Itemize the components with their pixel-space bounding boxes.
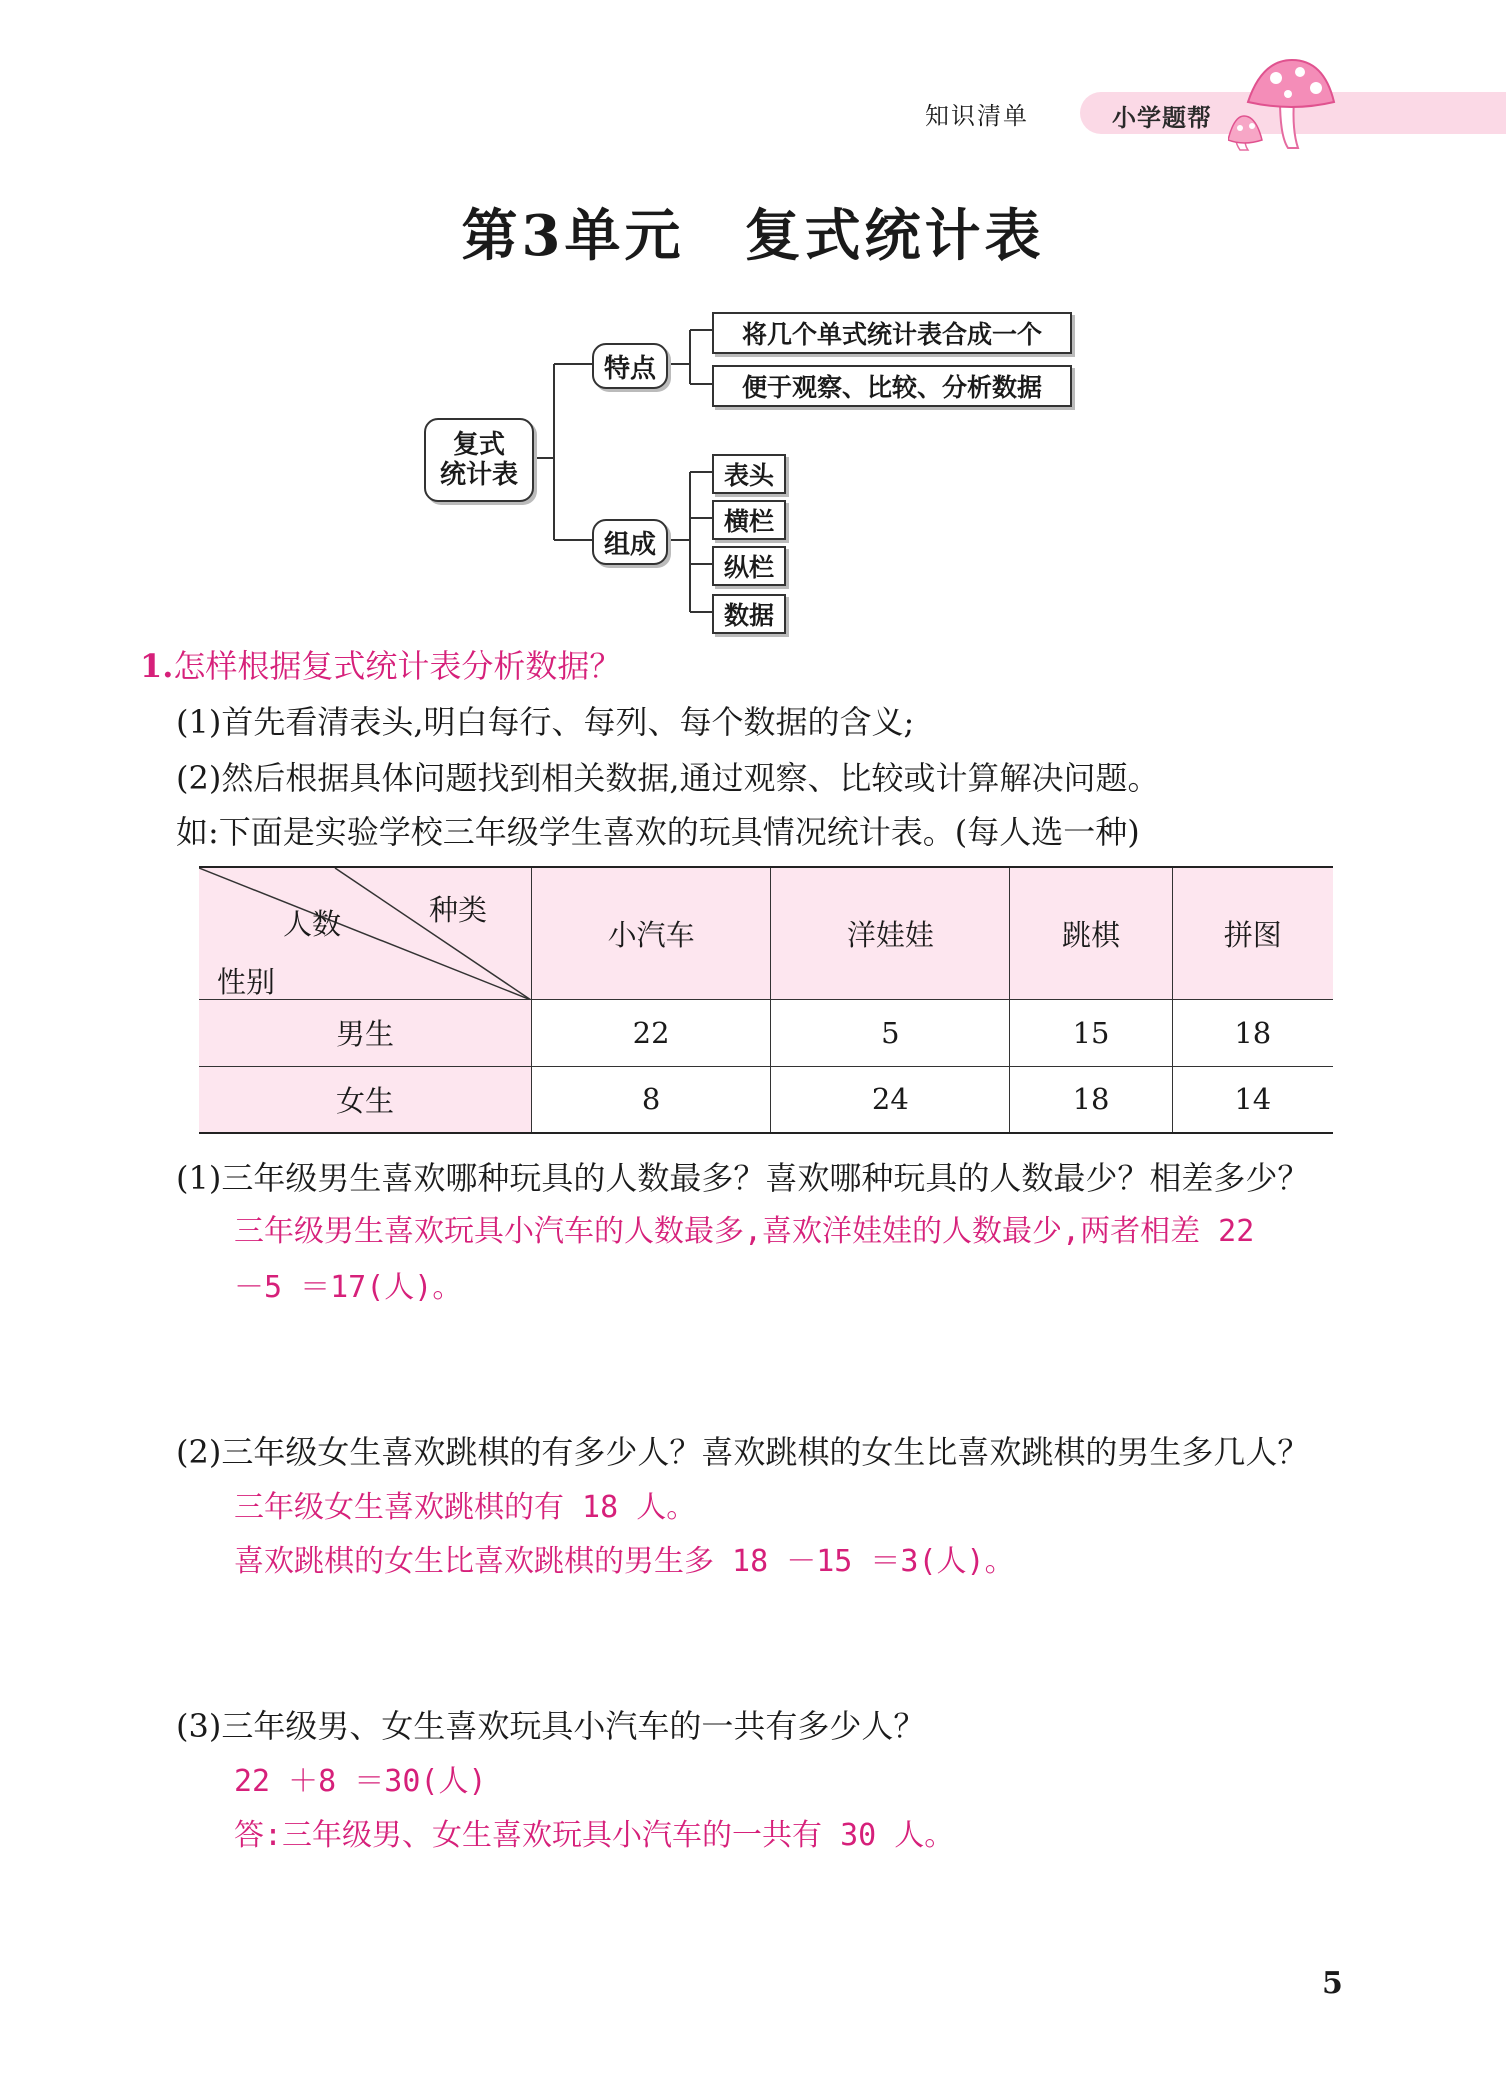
mindmap-leaf: 纵栏 (712, 546, 786, 586)
column-header: 小汽车 (532, 867, 771, 999)
table-corner-cell (199, 867, 532, 999)
sub-question-1: (1)三年级男生喜欢哪种玩具的人数最多？喜欢哪种玩具的人数最少？相差多少？ (176, 1159, 1310, 1197)
answer-3-line-1: 22 ＋8 ＝30(人) (234, 1764, 487, 1799)
answer-3-line-2: 答:三年级男、女生喜欢玩具小汽车的一共有 30 人。 (234, 1818, 955, 1853)
mindmap-leaf: 数据 (712, 594, 786, 634)
question-text: 怎样根据复式统计表分析数据？ (173, 647, 622, 685)
sub-question-2: (2)三年级女生喜欢跳棋的有多少人？喜欢跳棋的女生比喜欢跳棋的男生多几人？ (176, 1433, 1310, 1471)
mindmap-leaf: 将几个单式统计表合成一个 (712, 312, 1072, 354)
table-cell: 18 (1172, 999, 1333, 1066)
corner-category-label: 种类 (429, 893, 488, 927)
table-cell: 18 (1010, 1066, 1172, 1133)
step-1: (1)首先看清表头,明白每行、每列、每个数据的含义; (176, 703, 915, 741)
corner-count-label: 人数 (283, 907, 342, 941)
table-cell: 5 (771, 999, 1010, 1066)
brand-label: 小学题帮 (1112, 104, 1212, 132)
mindmap-leaf: 横栏 (712, 500, 786, 540)
table-cell: 15 (1010, 999, 1172, 1066)
corner-gender-label: 性别 (217, 965, 276, 999)
table-cell: 24 (771, 1066, 1010, 1133)
answer-2-line-2: 喜欢跳棋的女生比喜欢跳棋的男生多 18 －15 ＝3(人)。 (234, 1544, 1015, 1579)
section-label: 知识清单 (925, 102, 1029, 130)
column-header: 跳棋 (1010, 867, 1172, 999)
table-header-row (199, 867, 1333, 999)
question-1 (140, 646, 621, 686)
table-row (199, 1066, 1333, 1133)
row-header: 男生 (199, 999, 532, 1066)
table-cell: 22 (532, 999, 771, 1066)
answer-1-line-2: －5 ＝17(人)。 (234, 1270, 463, 1305)
mindmap-root (424, 418, 534, 502)
page-title: 第3单元 复式统计表 (461, 203, 1045, 269)
statistics-table (199, 866, 1333, 1134)
question-number: 1. (140, 647, 174, 685)
row-header: 女生 (199, 1066, 532, 1133)
page-number: 5 (1322, 1966, 1343, 2001)
example-intro: 如:下面是实验学校三年级学生喜欢的玩具情况统计表。(每人选一种) (176, 813, 1140, 851)
mindmap-root-line1: 复式 (452, 430, 505, 460)
table-cell: 14 (1172, 1066, 1333, 1133)
column-header: 拼图 (1172, 867, 1333, 999)
mindmap-branch-features: 特点 (592, 343, 668, 389)
table-row (199, 999, 1333, 1066)
column-header: 洋娃娃 (771, 867, 1010, 999)
mindmap-leaf: 便于观察、比较、分析数据 (712, 365, 1072, 407)
sub-question-3: (3)三年级男、女生喜欢玩具小汽车的一共有多少人？ (176, 1707, 926, 1745)
step-2: (2)然后根据具体问题找到相关数据,通过观察、比较或计算解决问题。 (176, 759, 1160, 797)
answer-2-line-1: 三年级女生喜欢跳棋的有 18 人。 (234, 1490, 697, 1525)
table-cell: 8 (532, 1066, 771, 1133)
answer-1-line-1: 三年级男生喜欢玩具小汽车的人数最多,喜欢洋娃娃的人数最少,两者相差 22 (234, 1214, 1255, 1249)
mindmap-branch-components: 组成 (592, 519, 668, 565)
mindmap-root-line2: 统计表 (439, 460, 518, 490)
mindmap-leaf: 表头 (712, 454, 786, 494)
